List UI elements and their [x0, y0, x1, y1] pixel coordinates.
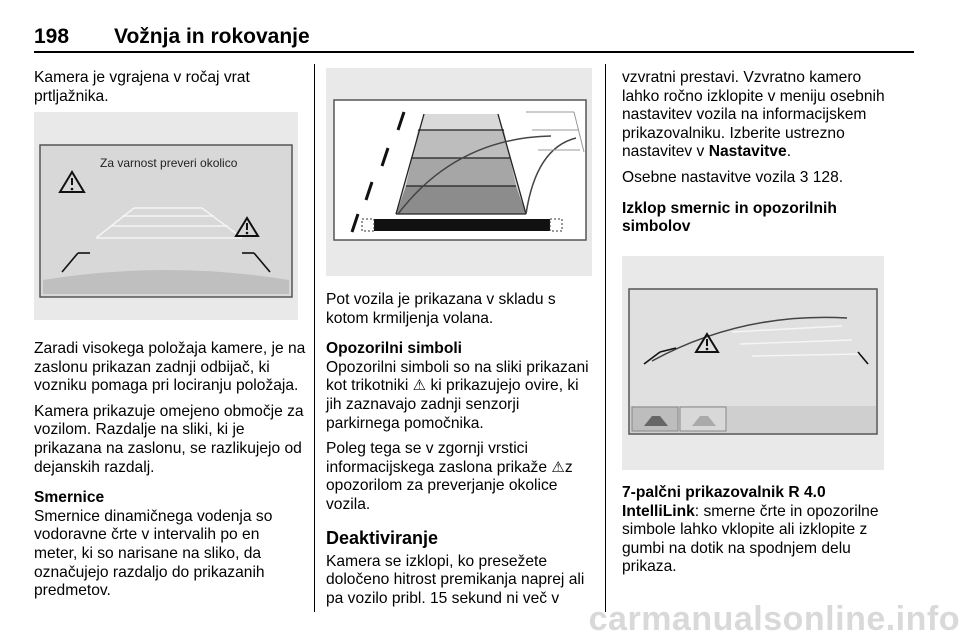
column-divider	[605, 64, 606, 612]
camera-figure	[34, 112, 298, 320]
paragraph: Osebne nastavitve vozila 3 128.	[622, 168, 844, 186]
column-2-body	[326, 291, 594, 615]
toggle-warnings-button[interactable]	[680, 407, 726, 431]
section-heading: Smernice	[34, 489, 105, 507]
column-1	[34, 69, 304, 113]
page-number: 198	[34, 25, 70, 48]
section-heading: 7-palčni prikazovalnik R 4.0	[622, 484, 826, 501]
paragraph: Zaradi visokega položaja kamere, je na zaslonu prikazan zadnji odbijač, ki vozniku pomaga pri lociranju položaja.	[34, 340, 306, 395]
column-3-body-lower	[622, 484, 894, 584]
paragraph: IntelliLink: smerne črte in opozorilne simbole lahko vklopite ali izklopite z gumbi na dotik na spodnjem delu prikaza.	[622, 502, 879, 576]
warning-triangle-icon: ⚠	[412, 377, 427, 395]
column-1-body	[34, 340, 306, 608]
paragraph: Smernice dinamičnega vodenja so vodoravne črte v intervalih po en meter, ki so narisane na sliko, da označujejo razdaljo do prikazanih predmetov.	[34, 507, 273, 600]
display-figure	[622, 256, 884, 470]
paragraph: Kamera prikazuje omejeno območje za vozilom. Razdalje na sliki, ki je prikazana na zaslonu, se razlikujejo od dejanskih razdalj.	[34, 402, 304, 476]
page-ref-arrow-icon: 3	[799, 168, 809, 186]
page-title: Vožnja in rokovanje	[114, 25, 310, 48]
paragraph: vzvratni prestavi. Vzvratno kamero lahko ročno izklopite v meniju osebnih nastavitev vozila na informacijskem prikazovalniku. Izberite ustrezno nastavitev v Nastavitve.	[622, 69, 885, 161]
watermark: carmanualsonline.info	[588, 600, 960, 638]
paragraph: Poleg tega se v zgornji vrstici informacijskega zaslona prikaže ⚠z opozorilom za preverjanje okolice vozila.	[326, 440, 573, 513]
menu-setting-name: Nastavitve	[708, 143, 787, 161]
section-heading: Opozorilni simboli	[326, 340, 463, 358]
column-3-body	[622, 69, 892, 237]
product-name: IntelliLink	[622, 502, 695, 520]
paragraph: Kamera se izklopi, ko presežete določeno hitrost premikanja naprej ali pa vozilo pribl. 15 sekund ni več v	[326, 552, 585, 607]
figure-caption: Za varnost preveri okolico	[100, 156, 238, 170]
guideline-figure	[326, 68, 592, 276]
paragraph: Pot vozila je prikazana v skladu s kotom krmiljenja volana.	[326, 291, 556, 327]
paragraph: Opozorilni simboli so na sliki prikazani kot trikotniki ⚠ ki prikazujejo ovire, ki jih zaznavajo zadnji senzorji parkirnega pomočnika.	[326, 358, 589, 432]
section-heading: Izklop smernic in opozorilnih simbolov	[622, 199, 837, 236]
column-divider	[314, 64, 315, 612]
header-rule	[34, 51, 914, 53]
intro-text: Kamera je vgrajena v ročaj vrat prtljažnika.	[34, 69, 250, 105]
section-heading: Deaktiviranje	[326, 527, 439, 548]
toggle-guidelines-button[interactable]	[632, 407, 678, 431]
warning-triangle-icon: ⚠	[551, 458, 565, 476]
